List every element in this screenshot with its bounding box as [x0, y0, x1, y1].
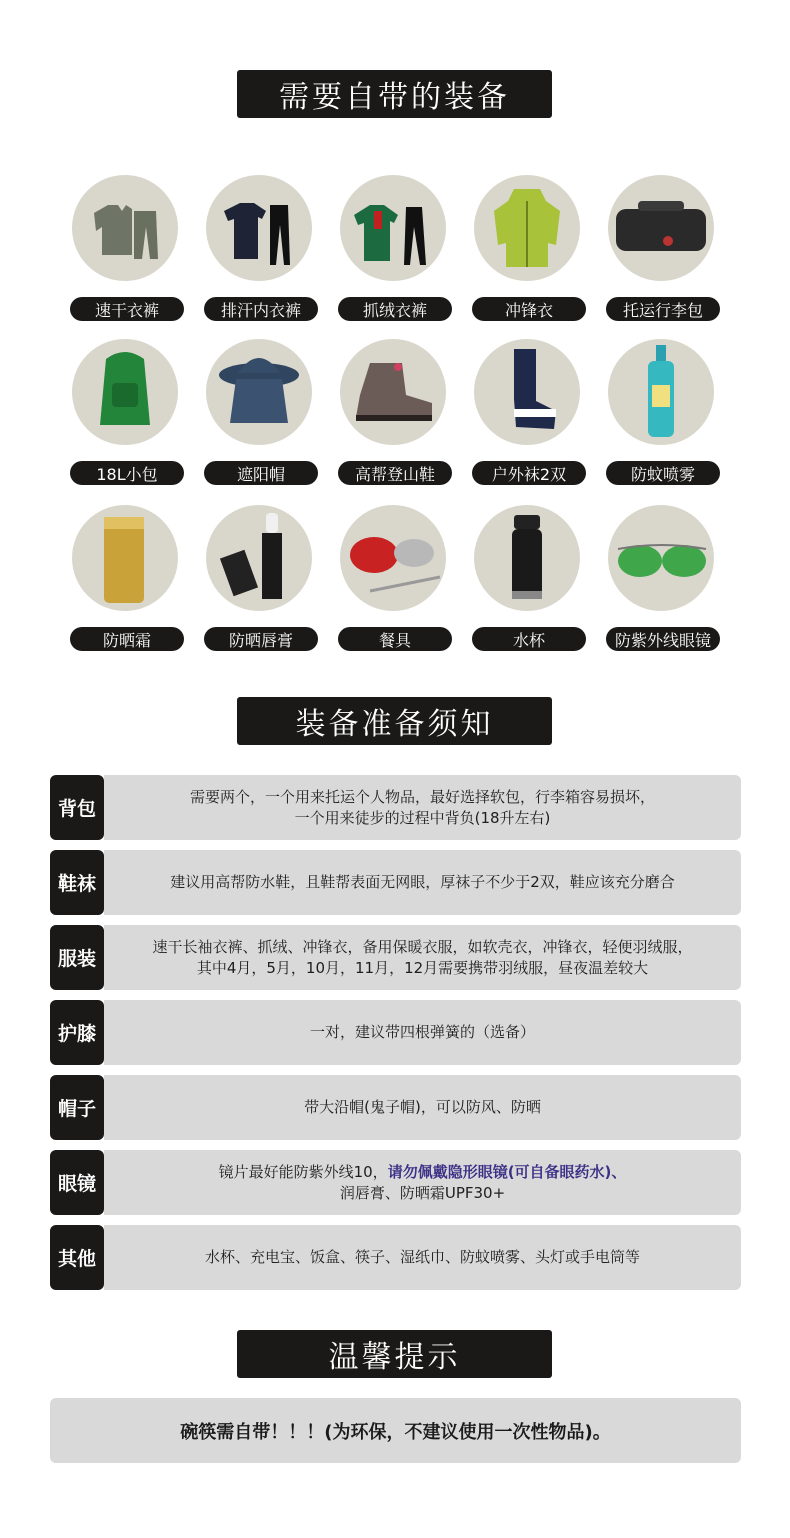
gear-label: 排汗内衣裤: [204, 297, 318, 321]
notice-text: 镜片最好能防紫外线10，: [218, 1162, 388, 1181]
notice-value: [104, 925, 741, 990]
gear-item-hiking-boot: [328, 339, 460, 489]
spray-bottle-icon: [608, 339, 714, 445]
notice-line: 其中4月，5月，10月，11月，12月需要携带羽绒服，昼夜温差较大: [196, 958, 649, 977]
shell-jacket-icon: [474, 175, 580, 281]
notice-line: 水杯、充电宝、饭盒、筷子、湿纸巾、防蚊喷雾、头灯或手电筒等: [204, 1248, 640, 1266]
notice-line: 需要两个，一个用来托运个人物品，最好选择软包，行李箱容易损坏，: [189, 787, 655, 806]
notice-key: 服装: [50, 925, 104, 990]
tip-section-title: 温馨提示: [237, 1330, 552, 1378]
gear-item-thermos: [462, 505, 594, 655]
sun-hat-icon: [206, 339, 312, 445]
gear-item-base-layer: [194, 175, 326, 325]
gear-label: 托运行李包: [606, 297, 720, 321]
notice-line: 一对，建议带四根弹簧的（选备）: [309, 1023, 535, 1041]
gear-item-sunscreen: [60, 505, 192, 655]
notice-line: 速干长袖衣裤、抓绒、冲锋衣，备用保暖衣服，如软壳衣，冲锋衣，轻便羽绒服，: [152, 937, 693, 956]
gear-item-lip-balm: [194, 505, 326, 655]
notice-highlight: 请勿佩戴隐形眼镜(可自备眼药水)、: [387, 1162, 627, 1181]
notice-key: 其他: [50, 1225, 104, 1290]
gear-label: 餐具: [338, 627, 452, 651]
duffel-bag-icon: [608, 175, 714, 281]
gear-label: 防紫外线眼镜: [606, 627, 720, 651]
notice-value: [104, 1150, 741, 1215]
gear-label: 防晒霜: [70, 627, 184, 651]
notice-row-glasses: [50, 1150, 741, 1215]
notice-key: 护膝: [50, 1000, 104, 1065]
notice-value: [104, 1075, 741, 1140]
notice-line: 润唇膏、防晒霜UPF30+: [339, 1183, 506, 1202]
sunglasses-icon: [608, 505, 714, 611]
notice-value: [104, 775, 741, 840]
gear-label: 冲锋衣: [472, 297, 586, 321]
notice-row-backpack: [50, 775, 741, 840]
notice-line: 一个用来徒步的过程中背负(18升左右): [294, 808, 551, 827]
fleece-icon: [340, 175, 446, 281]
gear-label: 防蚊喷雾: [606, 461, 720, 485]
notice-value: [104, 1225, 741, 1290]
notice-line: [219, 1162, 627, 1183]
notice-key: 背包: [50, 775, 104, 840]
gear-item-sun-hat: [194, 339, 326, 489]
tip-box: 碗筷需自带！！！(为环保，不建议使用一次性物品)。: [50, 1398, 741, 1463]
socks-icon: [474, 339, 580, 445]
sunscreen-icon: [72, 505, 178, 611]
notice-row-hat: [50, 1075, 741, 1140]
gear-item-shell-jacket: [462, 175, 594, 325]
gear-label: 户外袜2双: [472, 461, 586, 485]
notice-row-clothing: [50, 925, 741, 990]
notice-value: [104, 1000, 741, 1065]
gear-label: 防晒唇膏: [204, 627, 318, 651]
gear-item-fleece: [328, 175, 460, 325]
notice-section-title: 装备准备须知: [237, 697, 552, 745]
backpack-icon: [72, 339, 178, 445]
gear-label: 速干衣裤: [70, 297, 184, 321]
gear-label: 水杯: [472, 627, 586, 651]
notice-row-knee-pads: [50, 1000, 741, 1065]
notice-line: 带大沿帽(鬼子帽)，可以防风、防晒: [304, 1098, 541, 1116]
notice-key: 眼镜: [50, 1150, 104, 1215]
gear-section-title: 需要自带的装备: [237, 70, 552, 118]
gear-label: 抓绒衣裤: [338, 297, 452, 321]
quick-dry-clothes-icon: [72, 175, 178, 281]
gear-item-sunglasses: [596, 505, 728, 655]
gear-item-spray: [596, 339, 728, 489]
notice-key: 鞋袜: [50, 850, 104, 915]
gear-item-tableware: [328, 505, 460, 655]
base-layer-icon: [206, 175, 312, 281]
notice-value: [104, 850, 741, 915]
gear-item-socks: [462, 339, 594, 489]
gear-item-quick-dry: [60, 175, 192, 325]
gear-grid: [60, 175, 740, 655]
gear-label: 18L小包: [70, 461, 184, 485]
notice-key: 帽子: [50, 1075, 104, 1140]
gear-label: 高帮登山鞋: [338, 461, 452, 485]
hiking-boot-icon: [340, 339, 446, 445]
tableware-icon: [340, 505, 446, 611]
notice-row-shoes: [50, 850, 741, 915]
thermos-icon: [474, 505, 580, 611]
notice-line: 建议用高帮防水鞋，且鞋帮表面无网眼，厚袜子不少于2双，鞋应该充分磨合: [170, 873, 675, 891]
gear-label: 遮阳帽: [204, 461, 318, 485]
gear-item-duffel: [596, 175, 728, 325]
gear-item-backpack: [60, 339, 192, 489]
lip-balm-icon: [206, 505, 312, 611]
notice-row-other: [50, 1225, 741, 1290]
